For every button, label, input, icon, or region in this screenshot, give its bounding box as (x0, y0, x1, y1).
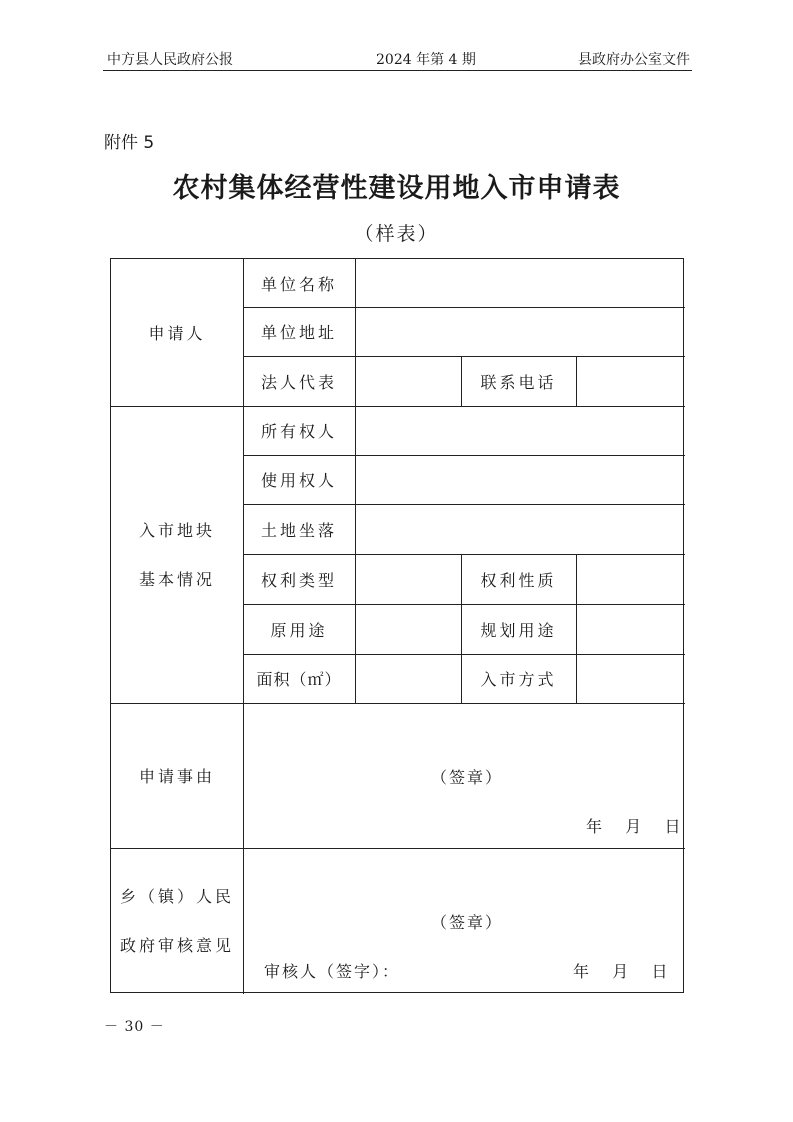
plot-section-line1: 入市地块 (138, 520, 215, 540)
reason-section-label: 申请事由 (138, 767, 215, 786)
right-type-label: 权利类型 (260, 570, 337, 590)
reason-date: 年 月 日 (586, 817, 683, 836)
reviewer-signature-label: 审核人（签字）： (264, 962, 401, 981)
legal-rep-label: 法人代表 (260, 372, 337, 392)
owner-label: 所有权人 (260, 422, 337, 441)
area-label: 面积（㎡） (256, 670, 342, 689)
column-divider (576, 356, 577, 406)
column-divider (576, 554, 577, 703)
header-category: 县政府办公室文件 (578, 52, 690, 68)
town-review-section-label (111, 848, 243, 994)
planned-use-label: 规划用途 (480, 620, 557, 640)
town-date: 年 月 日 (573, 962, 670, 981)
unit-name-label: 单位名称 (260, 274, 337, 294)
plot-section-label (111, 406, 243, 703)
column-divider (355, 259, 356, 703)
right-nature-label: 权利性质 (480, 570, 557, 590)
applicant-section-label: 申请人 (148, 324, 206, 343)
page-number: － 30 － (104, 1019, 165, 1035)
unit-address-label: 单位地址 (260, 323, 337, 342)
town-section-line1: 乡（镇）人民 (119, 887, 234, 906)
plot-section-line2: 基本情况 (138, 569, 215, 589)
town-section-line2: 政府审核意见 (119, 936, 234, 955)
attachment-label: 附件 5 (104, 133, 155, 153)
user-label: 使用权人 (260, 471, 337, 490)
application-form (110, 258, 684, 993)
page-title: 农村集体经营性建设用地入市申请表 (172, 173, 621, 204)
reason-seal: （签章） (431, 768, 504, 787)
page-subtitle: （样表） (354, 223, 439, 245)
running-header (103, 46, 692, 71)
town-seal: （签章） (431, 913, 504, 932)
location-label: 土地坐落 (260, 520, 337, 540)
header-issue: 2024 年第 4 期 (376, 52, 476, 68)
market-method-label: 入市方式 (480, 670, 557, 689)
contact-phone-label: 联系电话 (480, 372, 557, 392)
original-use-label: 原用途 (270, 620, 328, 640)
header-publication: 中方县人民政府公报 (107, 52, 233, 68)
